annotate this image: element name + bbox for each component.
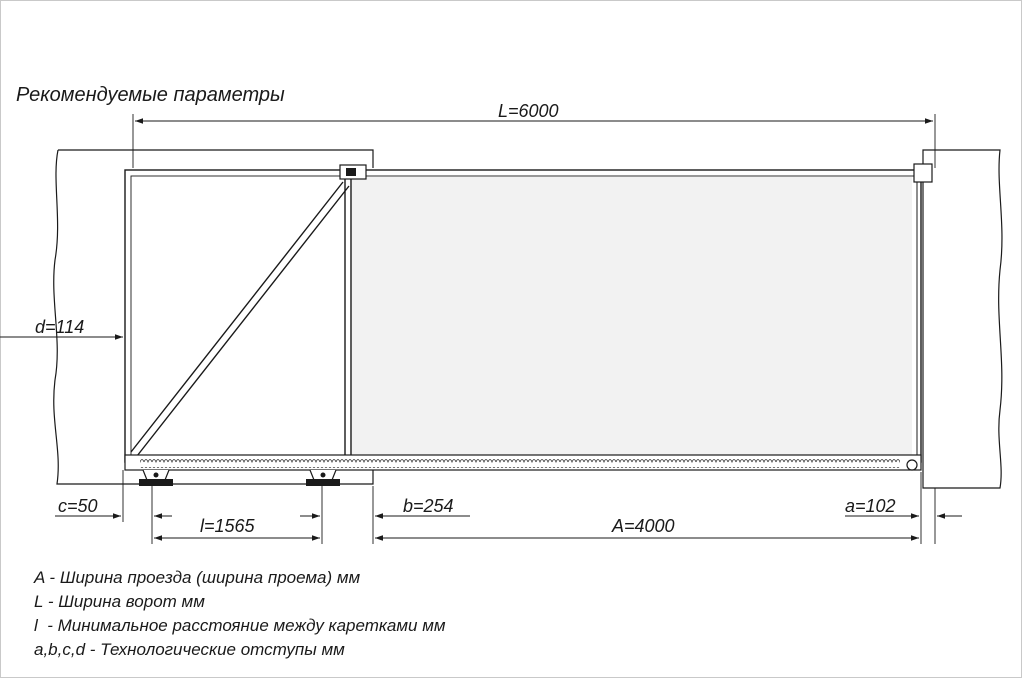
legend-line-L: L - Ширина ворот мм xyxy=(34,592,205,611)
dim-label-a: a=102 xyxy=(845,496,896,516)
diagonal-brace xyxy=(131,182,349,456)
top-catcher xyxy=(914,164,932,182)
carriage-right xyxy=(306,470,340,486)
gate-cladding xyxy=(352,177,912,455)
legend-line-l: l - Минимальное расстояние между каретками мм xyxy=(34,616,446,635)
dim-label-l: l=1565 xyxy=(200,516,255,536)
left-pillar xyxy=(54,150,373,484)
end-roller xyxy=(907,460,917,470)
legend-line-abcd: a,b,c,d - Технологические отступы мм xyxy=(34,640,345,659)
dim-label-A: A=4000 xyxy=(612,516,675,536)
dim-label-b: b=254 xyxy=(403,496,454,516)
top-roller xyxy=(346,168,356,176)
dim-label-d: d=114 xyxy=(35,317,85,337)
legend-line-A: A - Ширина проезда (ширина проема) мм xyxy=(34,568,361,587)
diagram-title: Рекомендуемые параметры xyxy=(16,84,285,106)
dim-label-c: c=50 xyxy=(58,496,98,516)
gear-rack xyxy=(140,459,900,468)
dim-label-L: L=6000 xyxy=(498,101,559,121)
right-pillar xyxy=(923,150,1002,488)
carriage-left xyxy=(139,470,173,486)
